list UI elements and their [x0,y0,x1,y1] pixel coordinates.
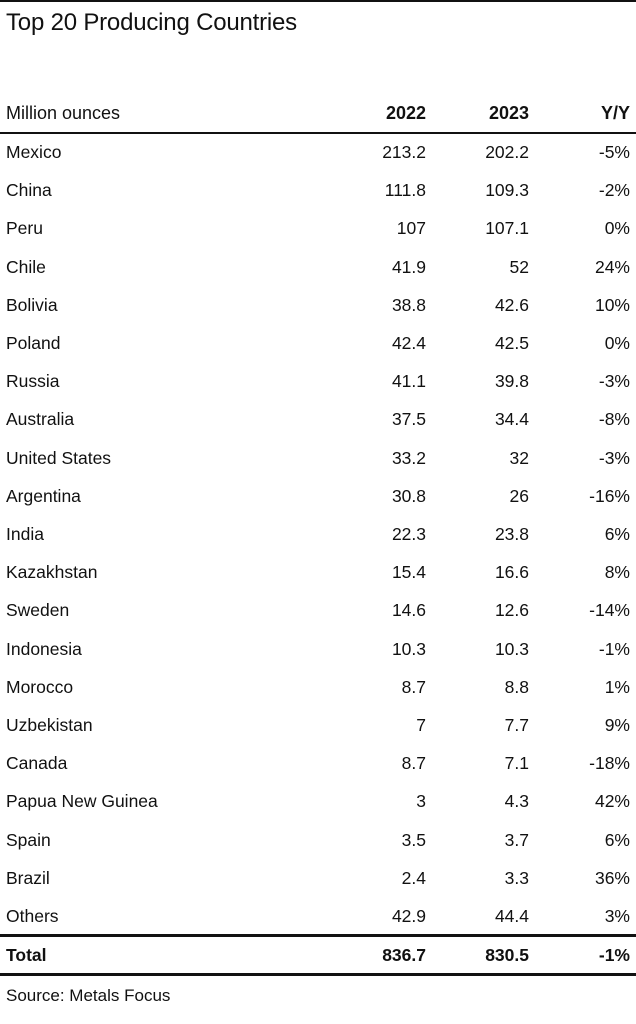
table-row [0,171,636,209]
cell-2022: 42.4 [391,333,426,353]
cell-2022: 41.9 [391,256,426,277]
cell-2023: 10.3 [494,638,529,659]
cell-2022: 3.5 [401,829,426,850]
cell-country: Canada [6,753,68,774]
total-2022: 836.7 [382,945,426,965]
table-title: Top 20 Producing Countries [6,9,297,36]
cell-2023: 7.7 [504,715,529,735]
cell-2022: 41.1 [391,371,426,392]
cell-country: Papua New Guinea [6,791,158,812]
table-header-row [0,94,636,132]
cell-country: Morocco [6,676,74,697]
total-yy: -1% [598,945,630,965]
cell-2022: 30.8 [391,485,426,506]
cell-country: Spain [6,829,51,850]
cell-2023: 42.5 [494,333,529,353]
table-row [0,897,636,935]
total-bottom-rule [0,973,636,976]
cell-yy: -16% [589,485,630,506]
cell-2023: 34.4 [494,409,529,430]
table-row [0,515,636,553]
header-2023: 2023 [488,103,529,123]
cell-2022: 15.4 [391,562,426,583]
cell-yy: 1% [604,676,630,697]
table-row [0,439,636,477]
table-row [0,400,636,438]
cell-country: Chile [6,256,46,277]
table-row [0,859,636,897]
cell-2023: 44.4 [494,906,529,926]
table-row [0,591,636,629]
cell-2023: 8.8 [504,676,529,697]
cell-country: China [6,180,52,201]
cell-2023: 42.6 [494,294,529,315]
table-row [0,821,636,859]
table-row [0,782,636,820]
cell-country: India [6,524,44,544]
cell-2023: 202.2 [485,142,529,162]
cell-country: Sweden [6,600,70,621]
cell-2022: 2.4 [401,867,426,888]
cell-yy: -3% [598,371,630,392]
table-row [0,133,636,171]
table-row [0,744,636,782]
cell-2022: 3 [416,791,426,812]
cell-2022: 213.2 [382,142,426,162]
cell-2022: 38.8 [391,294,426,315]
total-row [0,936,636,974]
cell-yy: -8% [598,409,630,430]
cell-country: Bolivia [6,294,58,315]
cell-country: Indonesia [6,638,82,659]
cell-2023: 26 [509,485,529,506]
header-2022: 2022 [385,103,426,123]
cell-2022: 107 [396,218,426,239]
table-row [0,477,636,515]
total-2023: 830.5 [485,945,529,965]
cell-2023: 109.3 [485,180,529,201]
source-note: Source: Metals Focus [6,986,171,1005]
cell-2023: 32 [509,447,529,468]
cell-country: Kazakhstan [6,562,98,583]
table-row [0,209,636,247]
table-row [0,248,636,286]
cell-2022: 42.9 [391,906,426,926]
cell-yy: 6% [604,829,630,850]
table-row [0,324,636,362]
table-row [0,706,636,744]
cell-yy: 24% [594,256,630,277]
header-yy: Y/Y [600,103,630,123]
cell-yy: 0% [604,218,630,239]
cell-country: Uzbekistan [6,715,93,735]
cell-country: Peru [6,218,43,239]
cell-yy: 8% [604,562,630,583]
cell-2023: 39.8 [494,371,529,392]
top-rule [0,0,636,2]
cell-yy: 36% [594,867,630,888]
cell-2023: 107.1 [485,218,529,239]
cell-country: Others [6,906,59,926]
cell-yy: -2% [598,180,630,201]
table-row [0,668,636,706]
cell-2023: 16.6 [494,562,529,583]
cell-country: Brazil [6,867,50,888]
cell-2023: 3.7 [504,829,529,850]
cell-2023: 52 [509,256,529,277]
cell-2022: 111.8 [384,180,426,201]
cell-2022: 22.3 [391,524,426,544]
table-row [0,362,636,400]
cell-yy: -5% [598,142,630,162]
cell-yy: 0% [604,333,630,353]
cell-2023: 3.3 [504,867,529,888]
cell-country: United States [6,447,112,468]
cell-2023: 4.3 [504,791,529,812]
table-row [0,553,636,591]
cell-2022: 33.2 [391,447,426,468]
total-label: Total [6,945,47,965]
cell-2023: 7.1 [504,753,529,774]
cell-yy: -1% [598,638,630,659]
header-units: Million ounces [6,103,121,123]
cell-yy: 42% [594,791,630,812]
cell-country: Argentina [6,485,81,506]
cell-country: Australia [6,409,75,430]
cell-yy: 3% [604,906,630,926]
cell-country: Mexico [6,142,62,162]
cell-2022: 37.5 [391,409,426,430]
cell-yy: 6% [604,524,630,544]
cell-2022: 7 [416,715,426,735]
table-row [0,630,636,668]
cell-2023: 12.6 [494,600,529,621]
cell-yy: 10% [594,294,630,315]
cell-2022: 8.7 [401,676,426,697]
cell-2022: 10.3 [391,638,426,659]
cell-country: Poland [6,333,61,353]
cell-yy: -14% [589,600,630,621]
cell-yy: -18% [589,753,630,774]
cell-2022: 14.6 [391,600,426,621]
cell-yy: 9% [604,715,630,735]
cell-2023: 23.8 [494,524,529,544]
table-row [0,286,636,324]
cell-country: Russia [6,371,60,392]
cell-2022: 8.7 [401,753,426,774]
cell-yy: -3% [598,447,630,468]
